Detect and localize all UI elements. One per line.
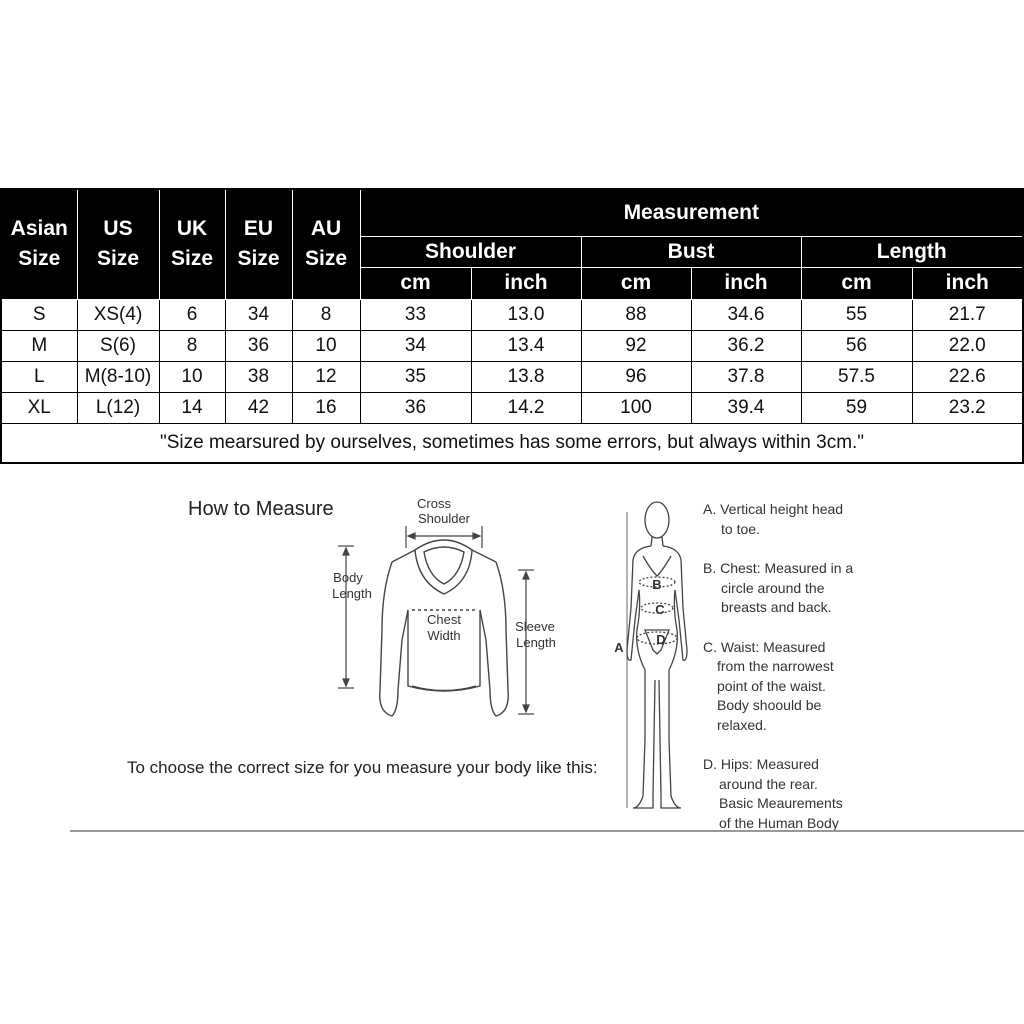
table-cell: 8 bbox=[292, 299, 360, 330]
legend-item-c: C. Waist: Measured from the narrowest point of the waist. Body shoould be relaxed. bbox=[703, 638, 834, 733]
table-row bbox=[1, 361, 1023, 392]
marker-d: D bbox=[656, 632, 666, 647]
table-cell: 34 bbox=[360, 330, 471, 361]
how-to-measure-title: How to Measure bbox=[188, 498, 334, 520]
legend-item-a: A. Vertical height head to toe. bbox=[703, 501, 844, 537]
table-cell: 16 bbox=[292, 392, 360, 423]
table-cell: XL bbox=[1, 392, 77, 423]
table-cell: 13.8 bbox=[471, 361, 581, 392]
table-cell: 13.0 bbox=[471, 299, 581, 330]
table-cell: 92 bbox=[581, 330, 691, 361]
table-row bbox=[1, 299, 1023, 330]
header-unit: inch bbox=[471, 267, 581, 299]
header-au-size: AU Size bbox=[292, 189, 360, 299]
table-cell: 37.8 bbox=[691, 361, 801, 392]
header-unit: cm bbox=[360, 267, 471, 299]
table-cell: S bbox=[1, 299, 77, 330]
cross-label-2: Shoulder bbox=[417, 511, 471, 526]
table-cell: 10 bbox=[159, 361, 225, 392]
header-bust: Bust bbox=[581, 236, 801, 267]
table-cell: M(8-10) bbox=[77, 361, 159, 392]
marker-c: C bbox=[655, 602, 665, 617]
table-cell: 22.6 bbox=[912, 361, 1023, 392]
size-chart-table bbox=[0, 188, 1024, 464]
header-unit: inch bbox=[912, 267, 1023, 299]
table-cell: 88 bbox=[581, 299, 691, 330]
header-shoulder: Shoulder bbox=[360, 236, 581, 267]
table-row bbox=[1, 330, 1023, 361]
marker-b: B bbox=[652, 577, 662, 592]
table-cell: 12 bbox=[292, 361, 360, 392]
table-cell: 14 bbox=[159, 392, 225, 423]
chest-width-label-2: Width bbox=[427, 628, 461, 643]
legend-item-d: D. Hips: Measured around the rear. Basic Meaurements of the Human Body bbox=[703, 756, 843, 831]
table-cell: M bbox=[1, 330, 77, 361]
marker-a: A bbox=[614, 640, 624, 655]
cross-label-1: Cross bbox=[417, 496, 451, 511]
table-cell: L bbox=[1, 361, 77, 392]
chest-width-label-1: Chest bbox=[427, 612, 461, 627]
header-unit: cm bbox=[801, 267, 912, 299]
table-cell: 21.7 bbox=[912, 299, 1023, 330]
table-cell: XS(4) bbox=[77, 299, 159, 330]
table-cell: 36 bbox=[360, 392, 471, 423]
header-length: Length bbox=[801, 236, 1023, 267]
table-cell: 56 bbox=[801, 330, 912, 361]
table-cell: 8 bbox=[159, 330, 225, 361]
table-cell: 36 bbox=[225, 330, 292, 361]
table-cell: 59 bbox=[801, 392, 912, 423]
garment-diagram bbox=[320, 490, 580, 730]
sleeve-length-label-1: Sleeve bbox=[515, 619, 555, 634]
table-cell: 34.6 bbox=[691, 299, 801, 330]
table-cell: S(6) bbox=[77, 330, 159, 361]
header-uk-size: UK Size bbox=[159, 189, 225, 299]
table-cell: 10 bbox=[292, 330, 360, 361]
table-cell: 14.2 bbox=[471, 392, 581, 423]
table-cell: 96 bbox=[581, 361, 691, 392]
table-cell: 100 bbox=[581, 392, 691, 423]
size-note: "Size mearsured by ourselves, sometimes has some errors, but always within 3cm." bbox=[1, 423, 1023, 463]
table-cell: 57.5 bbox=[801, 361, 912, 392]
table-cell: 39.4 bbox=[691, 392, 801, 423]
table-cell: 22.0 bbox=[912, 330, 1023, 361]
table-cell: 35 bbox=[360, 361, 471, 392]
table-cell: 42 bbox=[225, 392, 292, 423]
table-cell: 6 bbox=[159, 299, 225, 330]
header-eu-size: EU Size bbox=[225, 189, 292, 299]
body-length-label-2: Length bbox=[332, 586, 372, 601]
header-us-size: US Size bbox=[77, 189, 159, 299]
table-cell: 36.2 bbox=[691, 330, 801, 361]
table-cell: 23.2 bbox=[912, 392, 1023, 423]
table-cell: 13.4 bbox=[471, 330, 581, 361]
header-asian-size: Asian Size bbox=[1, 189, 77, 299]
table-cell: 34 bbox=[225, 299, 292, 330]
measurement-legend bbox=[703, 500, 873, 833]
human-body-diagram bbox=[605, 490, 705, 826]
table-cell: L(12) bbox=[77, 392, 159, 423]
header-unit: inch bbox=[691, 267, 801, 299]
header-measurement: Measurement bbox=[360, 189, 1023, 236]
sleeve-length-label-2: Length bbox=[516, 635, 556, 650]
table-cell: 55 bbox=[801, 299, 912, 330]
header-unit: cm bbox=[581, 267, 691, 299]
table-cell: 33 bbox=[360, 299, 471, 330]
divider bbox=[70, 830, 1024, 832]
measure-instruction: To choose the correct size for you measure your body like this: bbox=[127, 758, 598, 777]
legend-item-b: B. Chest: Measured in a circle around the breasts and back. bbox=[703, 560, 854, 615]
body-length-label-1: Body bbox=[333, 570, 363, 585]
table-row bbox=[1, 392, 1023, 423]
table-cell: 38 bbox=[225, 361, 292, 392]
